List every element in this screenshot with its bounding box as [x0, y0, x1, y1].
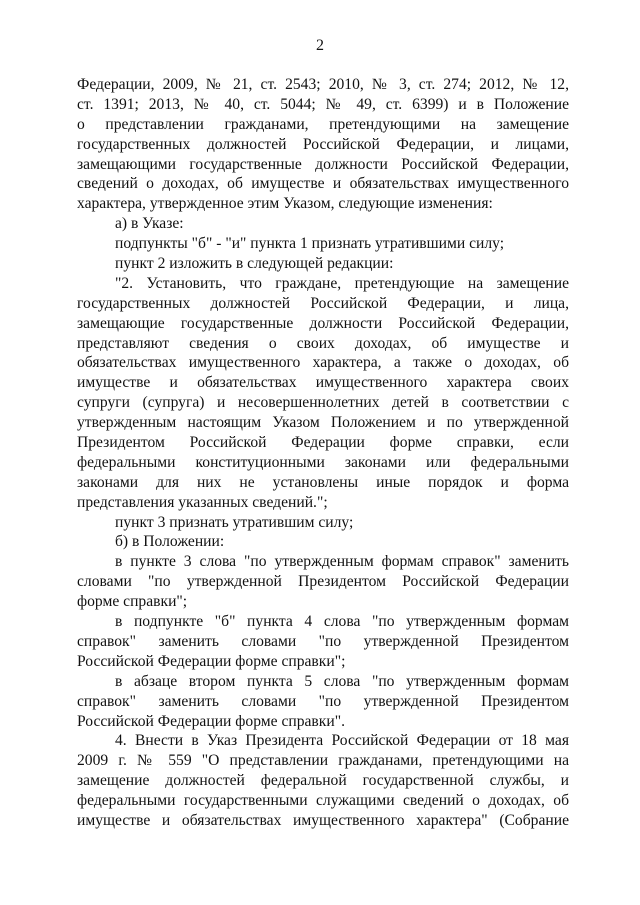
- text-line: в пункте 3 слова "по утвержденным формам справок" заменить: [115, 553, 569, 571]
- text-line: форме справки";: [77, 593, 188, 611]
- text-line: государственных должностей Российской Федерации, и лица,: [77, 294, 569, 312]
- text-line: словами "по утвержденной Президентом Российской Федерации: [77, 573, 569, 591]
- text-line: утвержденным настоящим Указом Положением и по утвержденной: [77, 414, 569, 432]
- text-line: пункт 3 признать утратившим силу;: [115, 513, 354, 531]
- text-line: характера, утвержденное этим Указом, следующие изменения:: [77, 195, 493, 213]
- text-line: замещающими государственные должности Российской Федерации,: [77, 155, 569, 173]
- text-line: ст. 1391; 2013, № 40, ст. 5044; № 49, ст. 6399) и в Положение: [77, 95, 569, 113]
- text-line: а) в Указе:: [115, 215, 184, 233]
- text-line: о представлении гражданами, претендующими на замещение: [77, 115, 569, 133]
- text-line: 4. Внести в Указ Президента Российской Федерации от 18 мая: [115, 732, 569, 750]
- text-line: Президентом Российской Федерации форме справки, если: [77, 434, 569, 452]
- text-line: законами для них не установлены иные порядок и форма: [77, 473, 569, 491]
- text-line: сведений о доходах, об имуществе и обязательствах имущественного: [77, 175, 569, 193]
- text-line: Российской Федерации форме справки".: [77, 712, 345, 730]
- text-line: пункт 2 изложить в следующей редакции:: [115, 255, 394, 273]
- text-line: подпункты "б" - "и" пункта 1 признать утратившими силу;: [115, 235, 505, 253]
- text-line: федеральными государственными служащими сведений о доходах, об: [77, 792, 569, 810]
- text-line: замещающие государственные должности Российской Федерации,: [77, 314, 569, 332]
- text-line: справок" заменить словами "по утвержденной Президентом: [77, 632, 569, 650]
- text-line: супруги (супруга) и несовершеннолетних детей в соответствии с: [77, 394, 569, 412]
- text-line: в абзаце втором пункта 5 слова "по утвержденным формам: [115, 672, 569, 690]
- text-line: б) в Положении:: [115, 533, 225, 551]
- text-line: в подпункте "б" пункта 4 слова "по утвержденным формам: [115, 613, 569, 631]
- text-line: Российской Федерации форме справки";: [77, 652, 346, 670]
- text-line: "2. Установить, что граждане, претендующие на замещение: [115, 274, 569, 292]
- text-line: справок" заменить словами "по утвержденной Президентом: [77, 692, 569, 710]
- text-line: имуществе и обязательствах имущественного характера" (Собрание: [77, 811, 569, 829]
- document-body: [77, 75, 569, 831]
- text-line: Федерации, 2009, № 21, ст. 2543; 2010, № 3, ст. 274; 2012, № 12,: [77, 76, 569, 93]
- text-line: имуществе и обязательствах имущественного характера своих: [77, 374, 569, 392]
- text-line: представляют сведения о своих доходах, об имуществе и: [77, 334, 569, 352]
- text-line: государственных должностей Российской Федерации, и лицами,: [77, 135, 569, 153]
- text-line: замещение должностей федеральной государственной службы, и: [77, 772, 569, 790]
- text-line: федеральными конституционными законами или федеральными: [77, 453, 569, 471]
- page-number: 2: [316, 37, 324, 54]
- text-line: 2009 г. № 559 "О представлении гражданами, претендующими на: [77, 752, 569, 770]
- text-line: представления указанных сведений.";: [77, 493, 328, 511]
- text-line: обязательствах имущественного характера, а также о доходах, об: [77, 354, 569, 372]
